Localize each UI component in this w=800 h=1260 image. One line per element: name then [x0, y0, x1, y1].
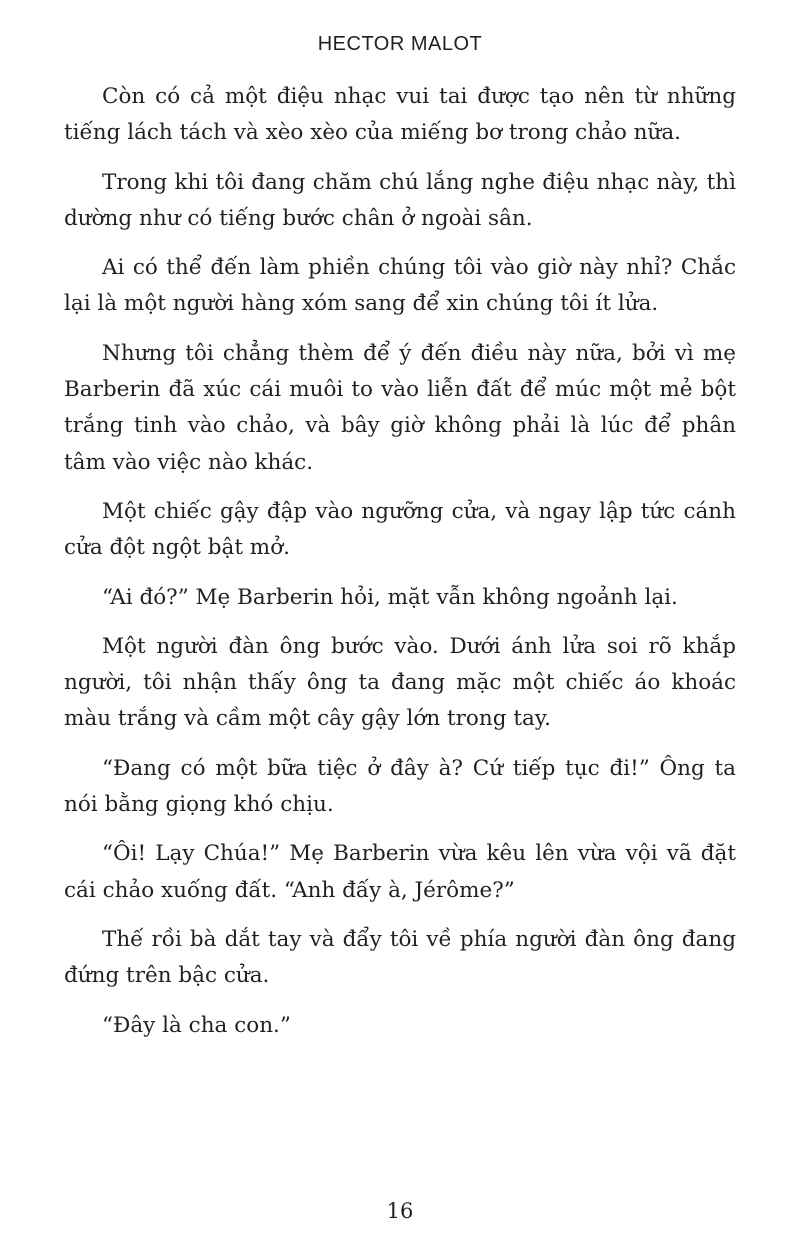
paragraph: “Ôi! Lạy Chúa!” Mẹ Barberin vừa kêu lên vừa vội vã đặt cái chảo xuống đất. “Anh đấy à, Jérôme?”	[64, 841, 736, 903]
paragraph: Thế rồi bà dắt tay và đẩy tôi về phía người đàn ông đang đứng trên bậc cửa.	[64, 926, 736, 989]
paragraph: “Đây là cha con.”	[102, 1012, 291, 1038]
paragraph: Còn có cả một điệu nhạc vui tai được tạo nên từ những tiếng lách tách và xèo xèo của miếng bơ trong chảo nữa.	[64, 84, 736, 146]
body-text	[64, 79, 736, 1057]
paragraph: “Ai đó?” Mẹ Barberin hỏi, mặt vẫn không ngoảnh lại.	[102, 584, 678, 610]
page-number: 16	[386, 1199, 414, 1223]
paragraph: Nhưng tôi chẳng thèm để ý đến điều này nữa, bởi vì mẹ Barberin đã xúc cái muôi to vào liễn đất để múc một mẻ bột trắng tinh vào chảo, và bây giờ không phải là lúc để phân tâm vào việc nào khác.	[64, 340, 736, 475]
paragraph: Ai có thể đến làm phiền chúng tôi vào giờ này nhỉ? Chắc lại là một người hàng xóm sang để xin chúng tôi ít lửa.	[64, 255, 736, 317]
paragraph: “Đang có một bữa tiệc ở đây à? Cứ tiếp tục đi!” Ông ta nói bằng giọng khó chịu.	[64, 755, 736, 818]
paragraph: Trong khi tôi đang chăm chú lắng nghe điệu nhạc này, thì dường như có tiếng bước chân ở ngoài sân.	[64, 169, 736, 231]
paragraph: Một chiếc gậy đập vào ngưỡng cửa, và ngay lập tức cánh cửa đột ngột bật mở.	[64, 498, 736, 561]
paragraph: Một người đàn ông bước vào. Dưới ánh lửa soi rõ khắp người, tôi nhận thấy ông ta đang mặc một chiếc áo khoác màu trắng và cầm một cây gậy lớn trong tay.	[64, 633, 736, 732]
running-header: HECTOR MALOT	[317, 33, 483, 55]
